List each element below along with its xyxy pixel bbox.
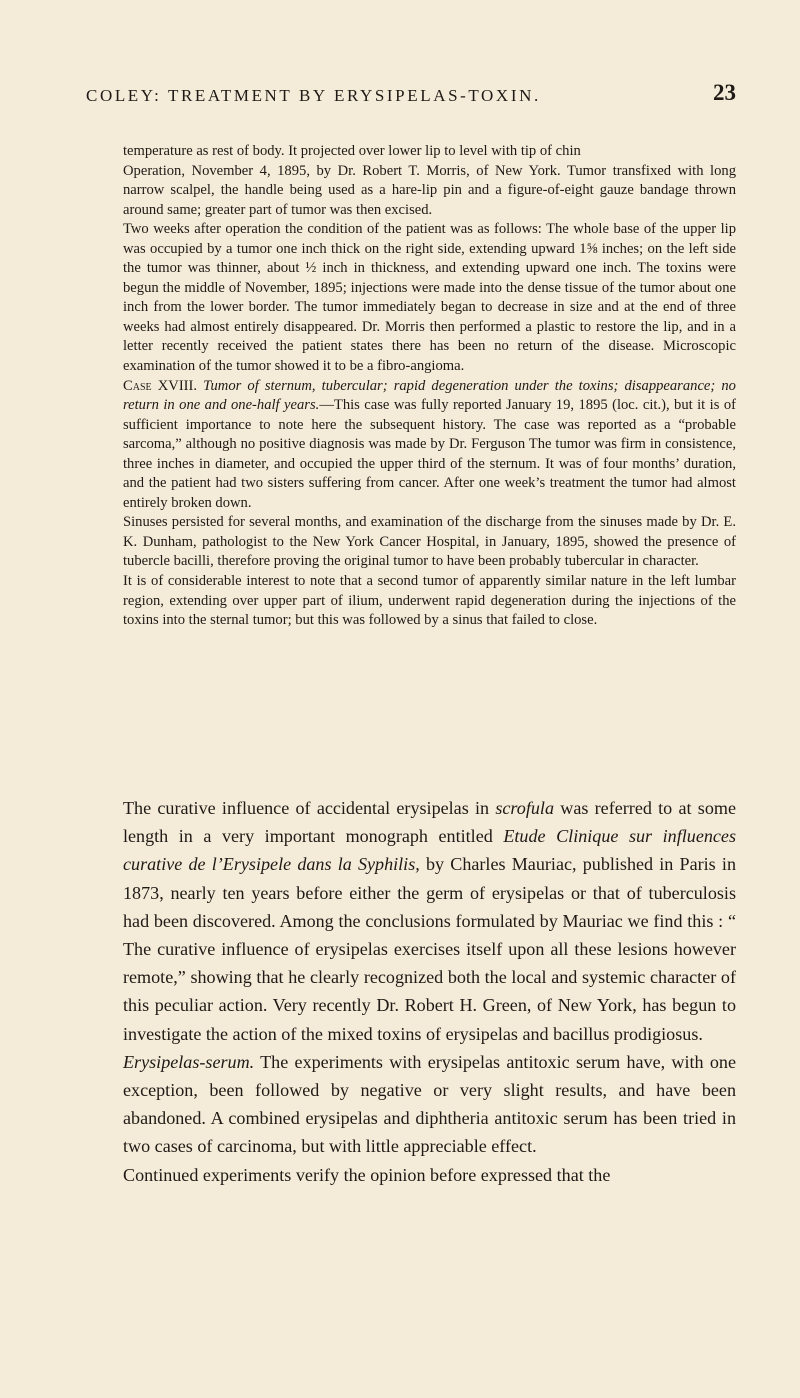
paragraph-curative-influence: The curative influence of accidental erysipelas in scrofula was referred to at some length in a very important monograph entitled Etude Clinique sur influences curative de l’Erysipele dans la Syphilis, by Charles Mauriac, published in Paris in 1873, nearly ten years before either the germ of erysipelas or that of tuberculosis had been discovered. Among the conclusions formulated by Mauriac we find this : “ The curative influence of erysipelas exercises itself upon all these lesions however remote,” showing that he clearly recognized both the local and systemic character of this peculiar action. Very recently Dr. Robert H. Green, of New York, has begun to investigate the action of the mixed toxins of erysipelas and bacillus prodigiosus. (123, 798, 737, 1044)
running-head (86, 80, 736, 110)
case-heading: Case XVIII. (123, 377, 198, 394)
case-report-small-text (123, 142, 736, 631)
body-large-text (123, 794, 736, 1189)
paragraph-two-weeks-after: Two weeks after operation the condition of the patient was as follows: The whole base of the upper lip was occupied by a tumor one inch thick on the right side, extending upward 1⅝ inches; on the left side the tumor was thinner, about ½ inch in thickness, and extending upward one inch. The toxins were begun the middle of November, 1895; injections were made into the dense tissue of the tumor about one inch from the lower border. The tumor immediately began to decrease in size and at the end of three weeks had almost entirely disappeared. Dr. Morris then performed a plastic to restore the lip, and in a letter recently received the patient states there has been no return of the disease. Microscopic examination of the tumor showed it to be a fibro-angioma. (123, 221, 736, 375)
paragraph-second-tumor: It is of considerable interest to note that a second tumor of apparently similar nature in the left lumbar region, extending over upper part of ilium, underwent rapid degeneration during the injections of the toxins into the sternal tumor; but this was followed by a sinus that failed to close. (123, 573, 736, 629)
paragraph-continued-experiments: Continued experiments verify the opinion before expressed that the (123, 1164, 611, 1185)
paragraph-operation: Operation, November 4, 1895, by Dr. Robert T. Morris, of New York. Tumor transfixed with long narrow scalpel, the handle being used as a hare-lip pin and a figure-of-eight gauze bandage thrown around same; greater part of tumor was then excised. (123, 162, 736, 218)
page-number: 23 (713, 80, 736, 105)
paragraph-tumor-lip-continuation: temperature as rest of body. It projected over lower lip to level with tip of chin (123, 143, 581, 159)
case-body: —This case was fully reported January 19, 1895 (loc. cit.), but it is of sufficient importance to note here the subsequent history. The case was reported as a “probable sarcoma,” although no positive diagnosis was made by Dr. Ferguson The tumor was firm in consistence, three inches in diameter, and occupied the upper third of the sternum. It was of four months’ duration, and the patient had two sisters suffering from cancer. After one week’s treatment the tumor had almost entirely broken down. (123, 397, 736, 511)
paragraph-erysipelas-serum: Erysipelas-serum. The experiments with erysipelas antitoxic serum have, with one exception, been followed by negative or very slight results, and have been abandoned. A combined erysipelas and diphtheria antitoxic serum has been tried in two cases of carcinoma, but with little appreciable effect. (123, 1051, 736, 1157)
italic-scrofula: scrofula (495, 798, 554, 818)
running-title: COLEY: TREATMENT BY ERYSIPELAS-TOXIN. (86, 86, 541, 105)
serum-heading: Erysipelas-serum. (123, 1051, 255, 1072)
monograph-title: Etude Clinique sur influences curative de l’Erysipele dans la Syphilis, (123, 826, 736, 875)
case-title: Tumor of sternum, tubercular; rapid degeneration under the toxins; disappearance; no return in one and one-half years. (123, 377, 736, 414)
paragraph-case-xviii (123, 377, 736, 514)
paragraph-sinuses: Sinuses persisted for several months, and examination of the discharge from the sinuses made by Dr. E. K. Dunham, pathologist to the New York Cancer Hospital, in January, 1895, showed the presence of tubercle bacilli, therefore proving the original tumor to have been probably tubercular in character. (123, 514, 736, 570)
